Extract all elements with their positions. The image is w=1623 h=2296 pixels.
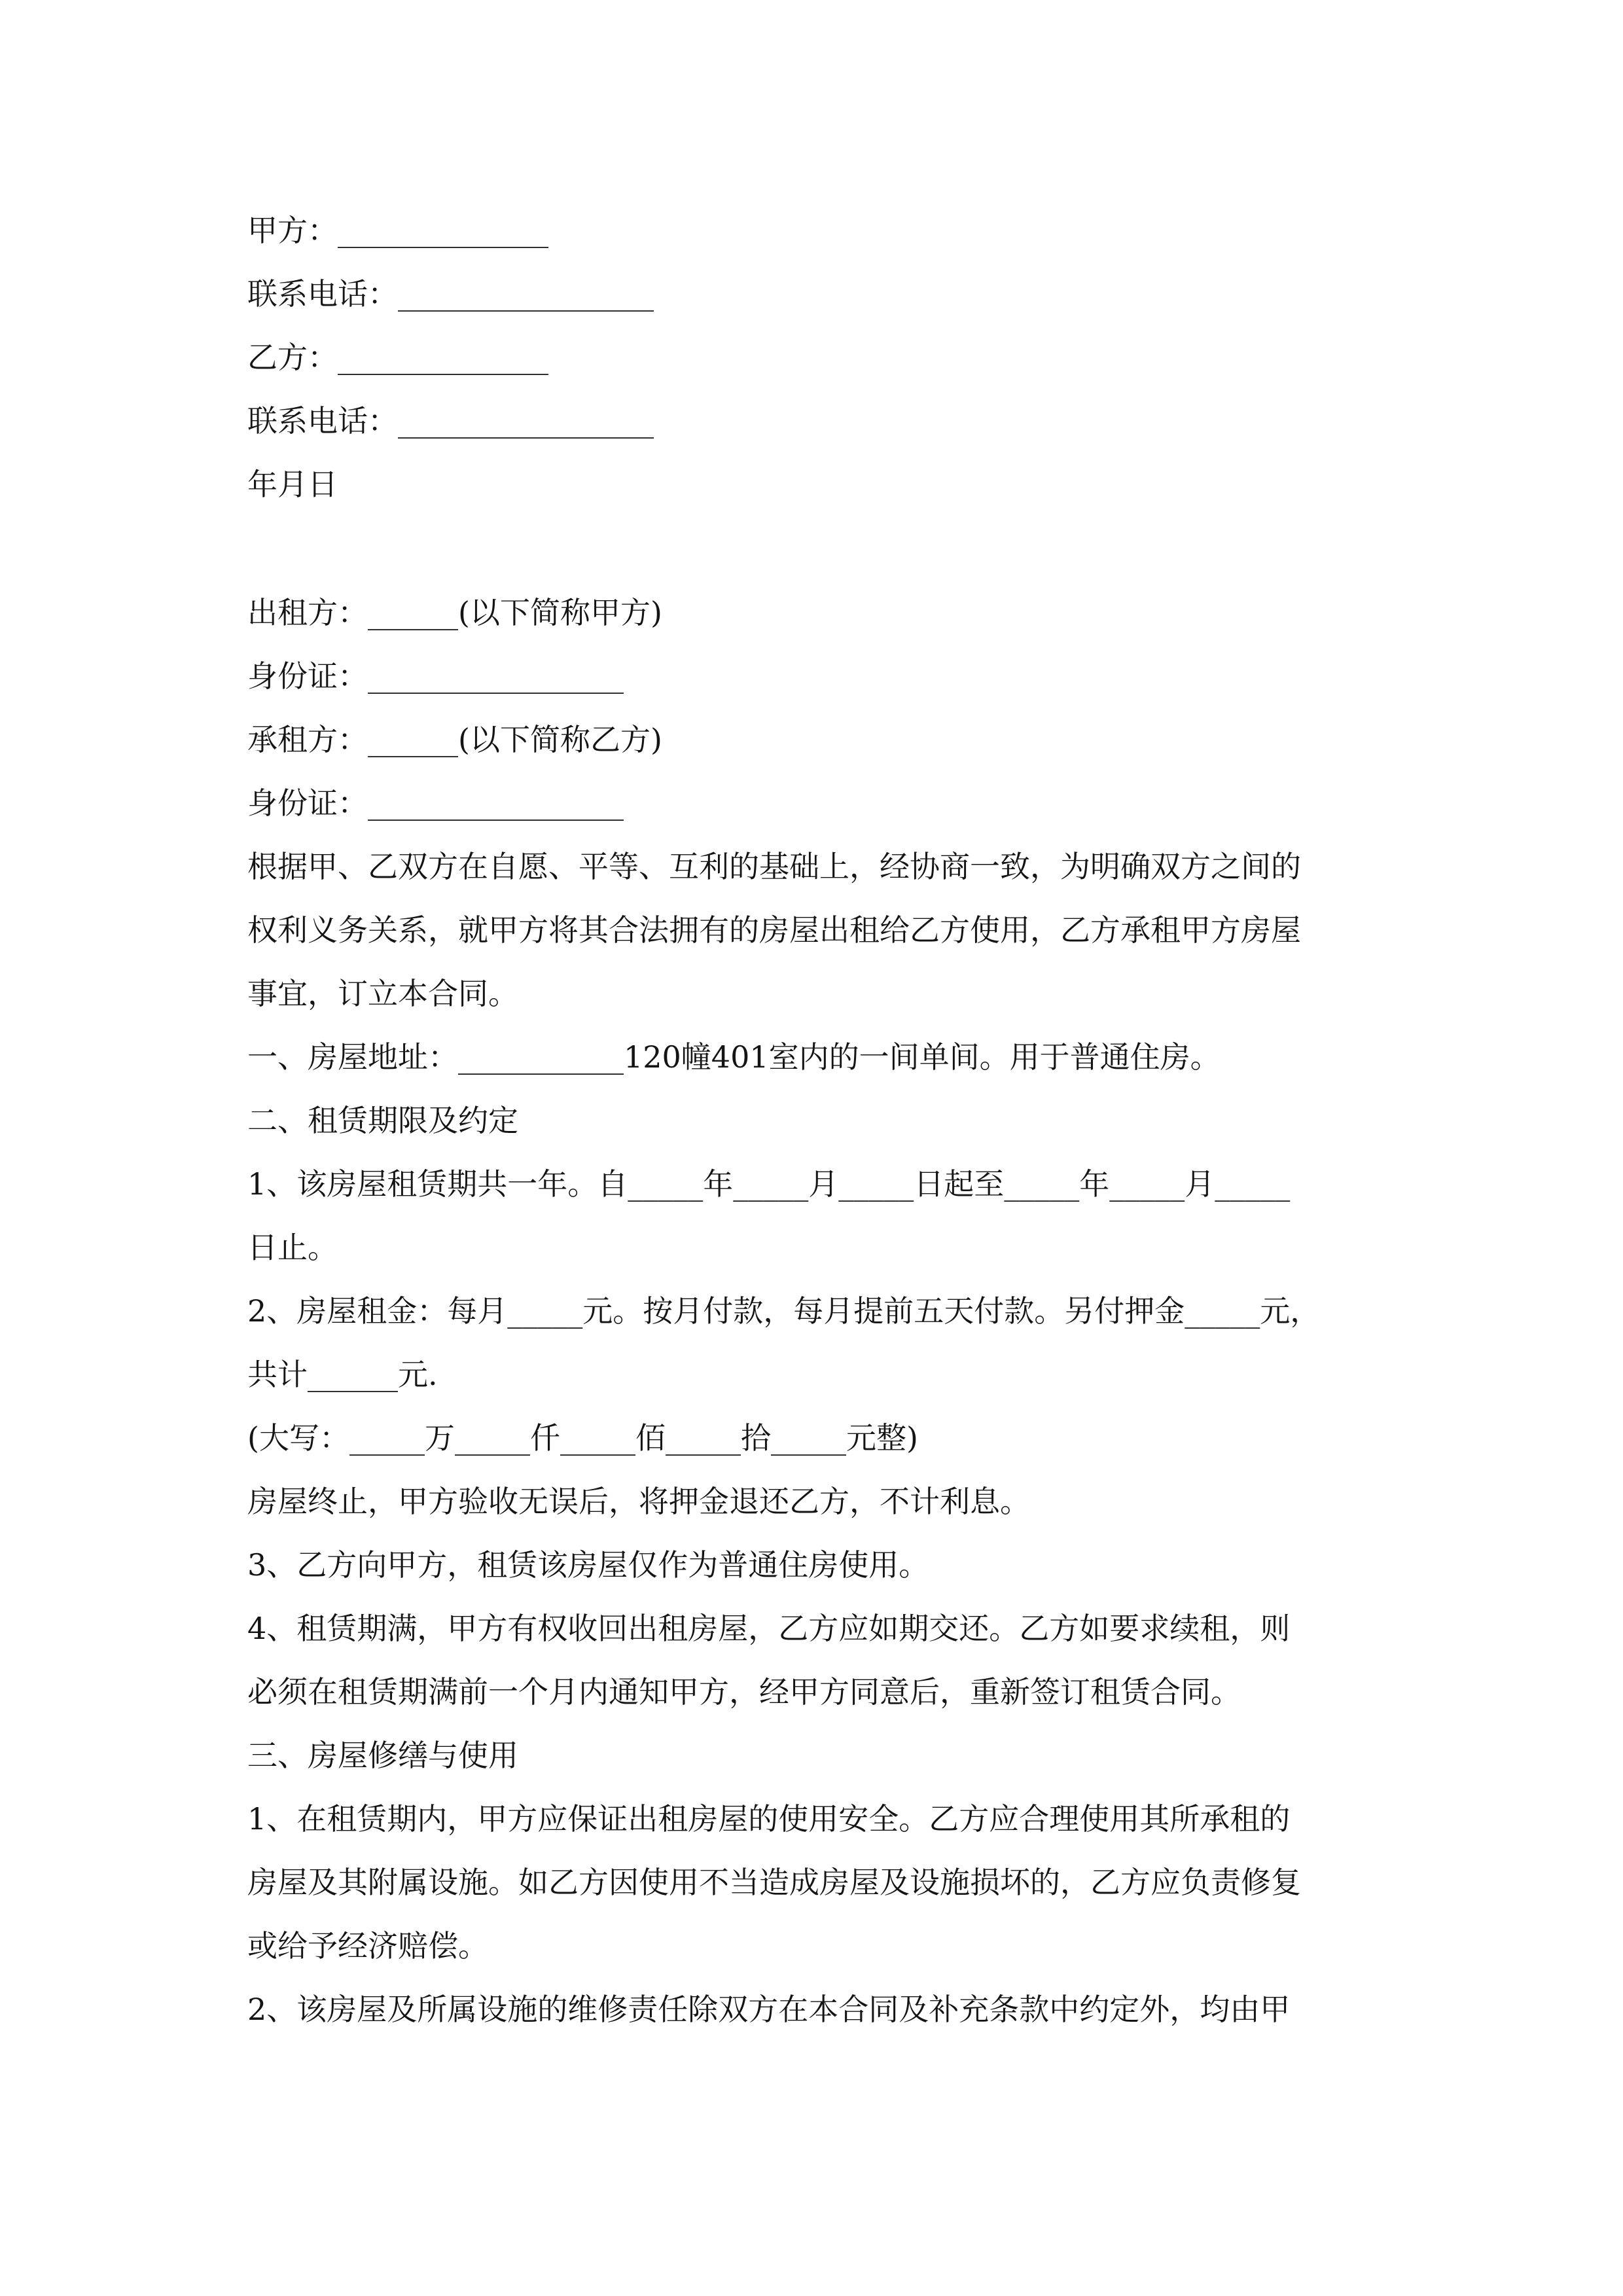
party-a-line: 甲方：______________	[247, 213, 548, 248]
clause-line: 2、房屋租金：每月_____元。按月付款，每月提前五天付款。另付押金_____元，	[247, 1293, 1321, 1329]
clause-line: 必须在租赁期满前一个月内通知甲方，经甲方同意后，重新签订租赁合同。	[247, 1674, 1241, 1710]
lessor-line: 出租方：______(以下简称甲方)	[247, 595, 662, 630]
lessor-id-line: 身份证：_________________	[247, 658, 624, 694]
clause-line: 房屋及其附属设施。如乙方因使用不当造成房屋及设施损坏的，乙方应负责修复	[247, 1865, 1301, 1900]
preamble-line: 根据甲、乙双方在自愿、平等、互利的基础上，经协商一致，为明确双方之间的	[247, 849, 1301, 884]
party-b-phone-line: 联系电话：_________________	[247, 403, 654, 439]
clause-line: 日止。	[247, 1230, 338, 1265]
clause-line: (大写：_____万_____仟_____佰_____拾_____元整)	[247, 1420, 918, 1456]
clause-line: 1、在租赁期内，甲方应保证出租房屋的使用安全。乙方应合理使用其所承租的	[247, 1801, 1291, 1837]
section-address: 一、房屋地址：___________120幢401室内的一间单间。用于普通住房。	[247, 1039, 1221, 1075]
party-a-phone-line: 联系电话：_________________	[247, 276, 654, 312]
section-heading: 二、租赁期限及约定	[247, 1103, 518, 1138]
clause-line: 或给予经济赔偿。	[247, 1928, 488, 1964]
preamble-line: 权利义务关系，就甲方将其合法拥有的房屋出租给乙方使用，乙方承租甲方房屋	[247, 912, 1301, 948]
clause-line: 房屋终止，甲方验收无误后，将押金退还乙方，不计利息。	[247, 1484, 1030, 1519]
party-b-line: 乙方：______________	[247, 340, 548, 375]
clause-line: 1、该房屋租赁期共一年。自_____年_____月_____日起至_____年_____月_____	[247, 1166, 1291, 1202]
date-line: 年月日	[247, 467, 338, 502]
preamble-line: 事宜，订立本合同。	[247, 976, 518, 1011]
lessee-id-line: 身份证：_________________	[247, 785, 624, 821]
clause-line: 3、乙方向甲方，租赁该房屋仅作为普通住房使用。	[247, 1547, 929, 1583]
lessee-line: 承租方：______(以下简称乙方)	[247, 722, 662, 757]
section-heading: 三、房屋修缮与使用	[247, 1738, 518, 1773]
clause-line: 4、租赁期满，甲方有权收回出租房屋，乙方应如期交还。乙方如要求续租，则	[247, 1611, 1291, 1646]
clause-line: 共计______元.	[247, 1357, 438, 1392]
clause-line: 2、该房屋及所属设施的维修责任除双方在本合同及补充条款中约定外，均由甲	[247, 1992, 1291, 2027]
